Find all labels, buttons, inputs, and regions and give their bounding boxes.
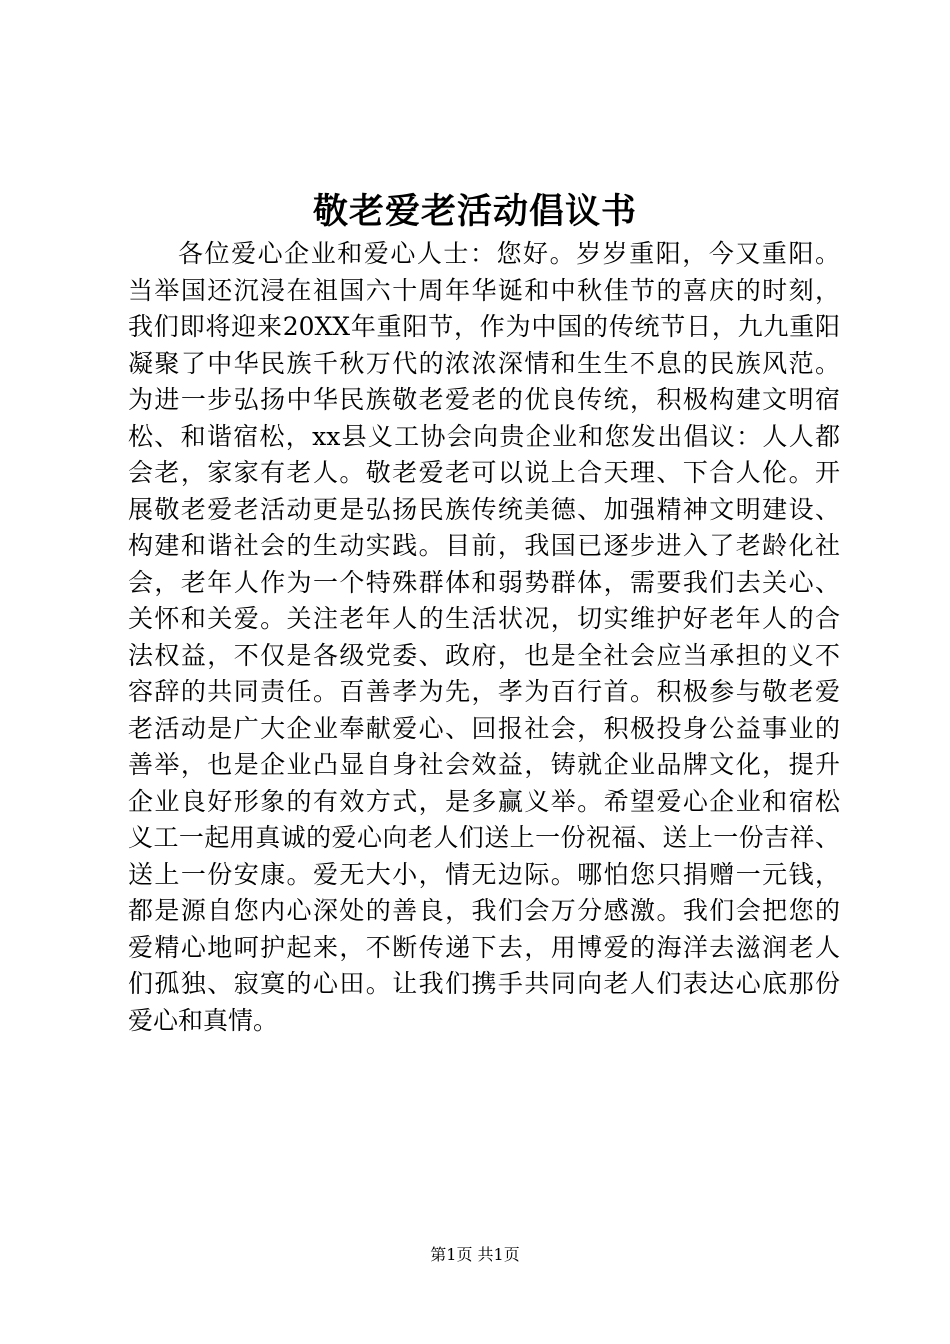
body-line: 送上一份安康。爱无大小，情无边际。哪怕您只捐赠一元钱， (128, 859, 840, 889)
body-line: 法权益，不仅是各级党委、政府，也是全社会应当承担的义不 (128, 640, 840, 670)
body-line: 会，老年人作为一个特殊群体和弱势群体，需要我们去关心、 (128, 567, 840, 597)
body-line: 松、和谐宿松，xx县义工协会向贵企业和您发出倡议：人人都 (128, 421, 840, 451)
document-title: 敬老爱老活动倡议书 (312, 191, 637, 232)
body-line: 关怀和关爱。关注老年人的生活状况，切实维护好老年人的合 (128, 604, 840, 633)
body-line: 爱心和真情。 (128, 1005, 279, 1035)
body-line: 展敬老爱老活动更是弘扬民族传统美德、加强精神文明建设、 (128, 494, 840, 524)
body-line: 容辞的共同责任。百善孝为先，孝为百行首。积极参与敬老爱 (128, 677, 840, 706)
body-line: 都是源自您内心深处的善良，我们会万分感激。我们会把您的 (128, 896, 840, 925)
body-line: 义工一起用真诚的爱心向老人们送上一份祝福、送上一份吉祥、 (128, 823, 840, 852)
body-line: 爱精心地呵护起来，不断传递下去，用博爱的海洋去滋润老人 (128, 932, 840, 962)
body-line: 我们即将迎来20XX年重阳节，作为中国的传统节日，九九重阳 (128, 312, 840, 341)
body-line: 当举国还沉浸在祖国六十周年华诞和中秋佳节的喜庆的时刻， (128, 275, 840, 305)
body-line: 们孤独、寂寞的心田。让我们携手共同向老人们表达心底那份 (128, 969, 840, 998)
document-body (128, 236, 840, 1039)
body-line: 构建和谐社会的生动实践。目前，我国已逐步进入了老龄化社 (128, 531, 840, 560)
body-line: 老活动是广大企业奉献爱心、回报社会，积极投身公益事业的 (128, 713, 840, 743)
page-number-footer: 第1页 共1页 (430, 1245, 520, 1264)
body-line: 善举，也是企业凸显自身社会效益，铸就企业品牌文化，提升 (128, 750, 840, 779)
body-line: 会老，家家有老人。敬老爱老可以说上合天理、下合人伦。开 (128, 458, 840, 487)
body-line: 企业良好形象的有效方式，是多赢义举。希望爱心企业和宿松 (128, 786, 840, 816)
body-line: 为进一步弘扬中华民族敬老爱老的优良传统，积极构建文明宿 (128, 385, 840, 414)
body-line: 各位爱心企业和爱心人士：您好。岁岁重阳，今又重阳。 (178, 239, 840, 268)
body-line: 凝聚了中华民族千秋万代的浓浓深情和生生不息的民族风范。 (128, 348, 840, 378)
